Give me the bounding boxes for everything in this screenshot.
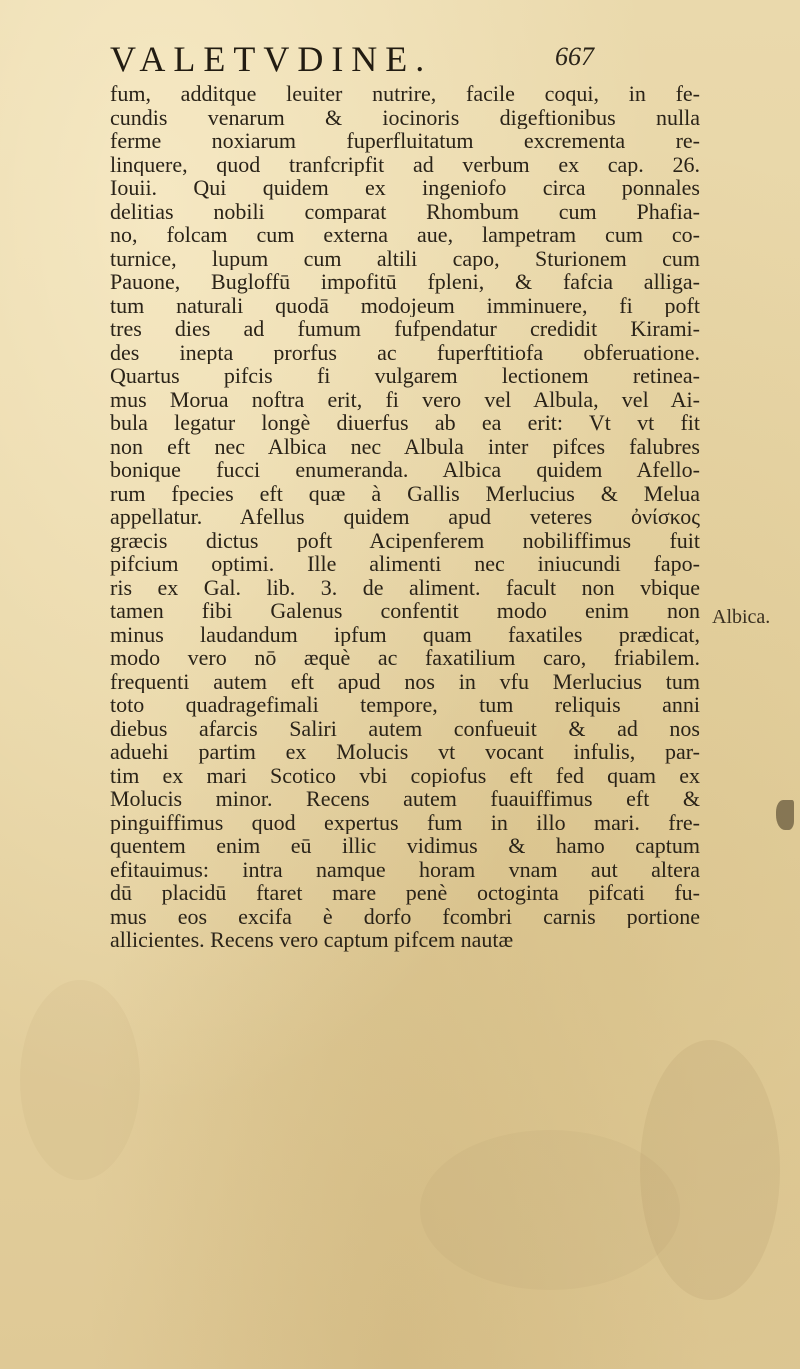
text-line: cundis venarum & iocinoris digeftionibus nulla	[110, 105, 700, 129]
text-line: mus Morua noftra erit, fi vero vel Albula, vel Ai-	[110, 387, 700, 411]
text-line: des inepta prorfus ac fuperftitiofa obferuatione.	[110, 340, 700, 364]
text-line: aduehi partim ex Molucis vt vocant infulis, par-	[110, 740, 700, 764]
text-line: tamen fibi Galenus confentit modo enim non	[110, 599, 700, 623]
text-line: no, folcam cum externa aue, lampetram cum co-	[110, 223, 700, 247]
text-line: græcis dictus poft Acipenferem nobiliffimus fuit	[110, 528, 700, 552]
text-line: Quartus pifcis fi vulgarem lectionem retinea-	[110, 364, 700, 388]
text-line: linquere, quod tranfcripfit ad verbum ex cap. 26.	[110, 152, 700, 176]
marginal-note: Albica.	[712, 606, 771, 628]
text-line: tres dies ad fumum fufpendatur credidit Kirami-	[110, 317, 700, 341]
text-line: bonique fucci enumeranda. Albica quidem Afello-	[110, 458, 700, 482]
text-line: toto quadragefimali tempore, tum reliquis anni	[110, 693, 700, 717]
text-line: pinguiffimus quod expertus fum in illo mari. fre-	[110, 810, 700, 834]
page-number: 667	[555, 42, 594, 71]
text-line: tim ex mari Scotico vbi copiofus eft fed quam ex	[110, 763, 700, 787]
text-line: diebus afarcis Saliri autem confueuit & ad nos	[110, 716, 700, 740]
paper-stain	[20, 980, 140, 1180]
text-line: ris ex Gal. lib. 3. de aliment. facult non vbique	[110, 575, 700, 599]
running-head	[110, 38, 710, 88]
text-line: bula legatur longè diuerfus ab ea erit: Vt vt fit	[110, 411, 700, 435]
text-line: frequenti autem eft apud nos in vfu Merlucius tum	[110, 669, 700, 693]
running-head-title: VALETVDINE.	[110, 39, 433, 79]
text-line: non eft nec Albica nec Albula inter pifces falubres	[110, 434, 700, 458]
text-line: dū placidū ftaret mare penè octoginta pifcati fu-	[110, 881, 700, 905]
text-line: tum naturali quodā modojeum imminuere, fi poft	[110, 293, 700, 317]
text-line: Iouii. Qui quidem ex ingeniofo circa ponnales	[110, 176, 700, 200]
text-line: appellatur. Afellus quidem apud veteres ὀνίσκος	[110, 505, 700, 529]
text-line: Molucis minor. Recens autem fuauiffimus eft &	[110, 787, 700, 811]
text-line: pifcium optimi. Ille alimenti nec iniucundi fapo-	[110, 552, 700, 576]
text-line: mus eos excifa è dorfo fcombri carnis portione	[110, 904, 700, 928]
text-line: quentem enim eū illic vidimus & hamo captum	[110, 834, 700, 858]
text-line: minus laudandum ipfum quam faxatiles prædicat,	[110, 622, 700, 646]
text-line: efitauimus: intra namque horam vnam aut altera	[110, 857, 700, 881]
text-line: allicientes. Recens vero captum pifcem nautæ	[110, 928, 514, 952]
text-line: modo vero nō æquè ac faxatilium caro, friabilem.	[110, 646, 700, 670]
edge-stain	[776, 800, 794, 830]
text-line: rum fpecies eft quæ à Gallis Merlucius & Melua	[110, 481, 700, 505]
text-line: fum, additque leuiter nutrire, facile coqui, in fe-	[110, 82, 700, 106]
body-text	[110, 82, 700, 952]
text-line: turnice, lupum cum altili capo, Sturionem cum	[110, 246, 700, 270]
paper-stain	[420, 1130, 680, 1290]
text-line: ferme noxiarum fuperfluitatum excrementa re-	[110, 129, 700, 153]
text-line: Pauone, Bugloffū impofitū fpleni, & fafcia alliga-	[110, 270, 700, 294]
text-line: delitias nobili comparat Rhombum cum Phafia-	[110, 199, 700, 223]
